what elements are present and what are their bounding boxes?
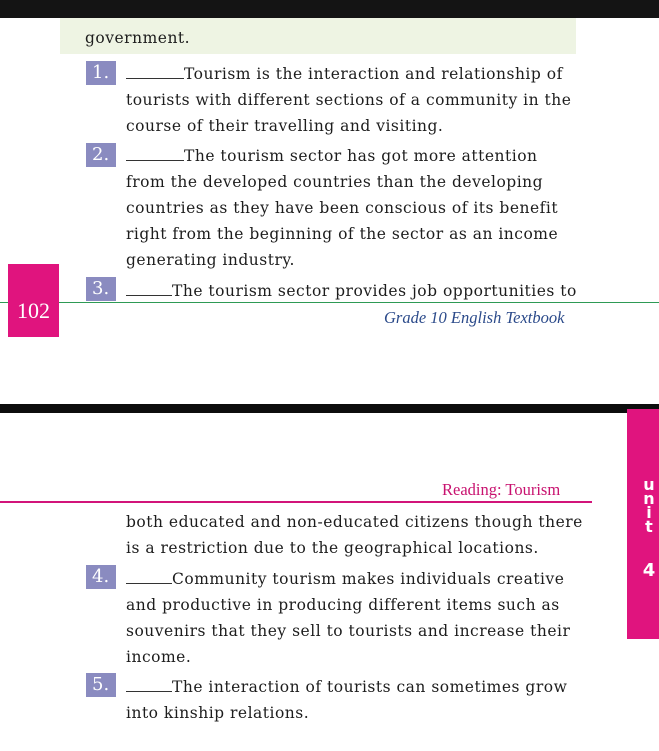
section-header: Reading: Tourism (442, 480, 561, 499)
item-1-line-1: Tourism is the interaction and relationship of (126, 64, 563, 84)
item-1-line-2: tourists with different sections of a community in the (126, 91, 572, 109)
previous-text-fragment: government. (85, 29, 191, 47)
unit-tab-letter: u (643, 475, 655, 494)
answer-blank-5[interactable] (126, 678, 172, 692)
unit-tab-letter: i (646, 503, 652, 522)
item-number-5: 5. (86, 673, 116, 697)
item-3-line-2: both educated and non-educated citizens though there (126, 513, 583, 531)
item-4-line-3: souvenirs that they sell to tourists and increase their (126, 622, 571, 640)
item-2-line-3: countries as they have been conscious of its benefit (126, 199, 559, 217)
item-2-line-2: from the developed countries than the developing (126, 173, 544, 191)
item-3-line-3: is a restriction due to the geographical locations. (126, 539, 539, 557)
item-4-line-1: Community tourism makes individuals creative (126, 569, 564, 589)
item-2-line-4: right from the beginning of the sector as an income (126, 225, 559, 243)
answer-blank-1[interactable] (126, 65, 184, 79)
item-number-2: 2. (86, 143, 116, 167)
unit-tab-number: 4 (642, 560, 656, 581)
unit-tab-label (639, 475, 659, 536)
item-2-line-1: The tourism sector has got more attention (126, 146, 538, 166)
item-5-line-2: into kinship relations. (126, 704, 310, 722)
unit-tab-letter: n (643, 489, 655, 508)
item-4-line-2: and productive in producing different items such as (126, 596, 560, 614)
item-2-line-5: generating industry. (126, 251, 295, 269)
answer-blank-2[interactable] (126, 147, 184, 161)
unit-tab-letter: t (645, 517, 653, 536)
page-number: 102 (17, 298, 50, 323)
footer-book-title: Grade 10 English Textbook (384, 308, 565, 327)
page-divider (0, 404, 659, 413)
item-4-line-4: income. (126, 648, 192, 666)
item-number-3: 3. (86, 277, 116, 301)
footer-rule (59, 302, 659, 303)
item-number-1: 1. (86, 61, 116, 85)
answer-blank-3[interactable] (126, 282, 172, 296)
item-5-line-1: The interaction of tourists can sometimes grow (126, 677, 567, 697)
item-3-line-1: The tourism sector provides job opportunities to (126, 281, 577, 301)
item-number-4: 4. (86, 565, 116, 589)
footer-rule-left (0, 302, 8, 303)
top-dark-bar (0, 0, 659, 18)
item-1-line-3: course of their travelling and visiting. (126, 117, 444, 135)
answer-blank-4[interactable] (126, 570, 172, 584)
header-rule (0, 501, 592, 503)
